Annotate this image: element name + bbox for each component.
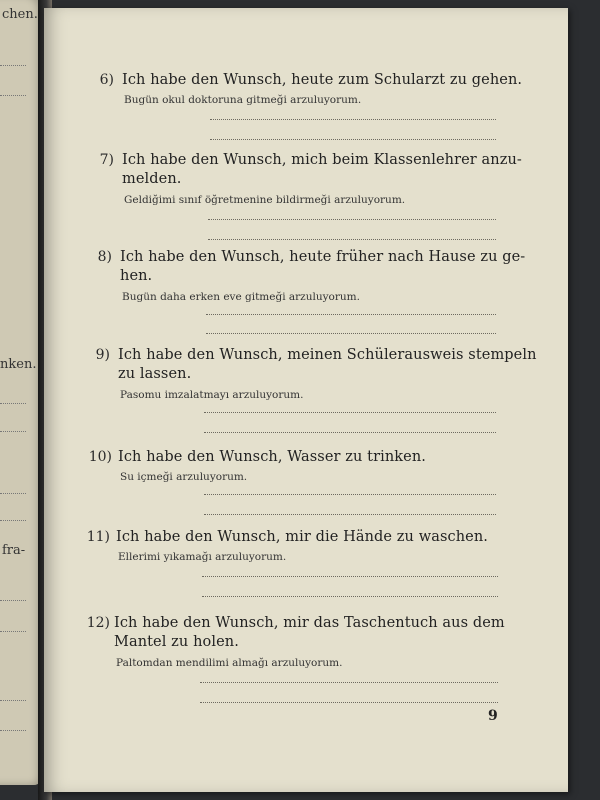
answer-line xyxy=(0,600,26,601)
exercise-number: 7) xyxy=(99,152,114,168)
facing-page-fragment: nken. xyxy=(0,357,37,372)
german-sentence: Ich habe den Wunsch, mir das Taschentuch aus dem xyxy=(114,615,505,631)
answer-line[interactable] xyxy=(204,412,496,413)
german-sentence-continuation: Mantel zu holen. xyxy=(114,634,239,650)
answer-line[interactable] xyxy=(204,514,496,515)
answer-line xyxy=(0,431,26,432)
german-sentence: Ich habe den Wunsch, heute früher nach Hause zu ge- xyxy=(120,249,526,265)
answer-line xyxy=(0,65,26,66)
workbook-page xyxy=(44,8,568,792)
answer-line[interactable] xyxy=(210,119,496,120)
facing-page-fragment: chen. xyxy=(2,7,38,22)
exercise-number: 12) xyxy=(86,615,110,631)
exercise-number: 8) xyxy=(97,249,112,265)
exercise-number: 9) xyxy=(95,347,110,363)
answer-line[interactable] xyxy=(208,219,496,220)
answer-line xyxy=(0,95,26,96)
german-sentence-continuation: hen. xyxy=(120,268,153,284)
answer-line xyxy=(0,403,26,404)
answer-line[interactable] xyxy=(206,314,496,315)
turkish-translation: Paltomdan mendilimi almağı arzuluyorum. xyxy=(116,657,343,669)
exercise-number: 6) xyxy=(99,72,114,88)
answer-line xyxy=(0,730,26,731)
turkish-translation: Bugün okul doktoruna gitmeği arzuluyorum. xyxy=(124,94,362,106)
answer-line[interactable] xyxy=(210,139,496,140)
german-sentence-continuation: zu lassen. xyxy=(118,366,192,382)
turkish-translation: Geldiğimi sınıf öğretmenine bildirmeği arzuluyorum. xyxy=(124,194,406,206)
turkish-translation: Bugün daha erken eve gitmeği arzuluyorum. xyxy=(122,291,360,303)
answer-line xyxy=(0,520,26,521)
answer-line[interactable] xyxy=(204,494,496,495)
facing-page-fragment: fra- xyxy=(2,543,26,558)
exercise-number: 10) xyxy=(88,449,112,465)
german-sentence-continuation: melden. xyxy=(122,171,182,187)
answer-line xyxy=(0,631,26,632)
answer-line[interactable] xyxy=(204,432,496,433)
answer-line[interactable] xyxy=(200,682,498,683)
german-sentence: Ich habe den Wunsch, meinen Schülerausweis stempeln xyxy=(118,347,537,363)
answer-line[interactable] xyxy=(208,239,496,240)
facing-page xyxy=(0,0,42,785)
turkish-translation: Ellerimi yıkamağı arzuluyorum. xyxy=(118,551,287,563)
page-number: 9 xyxy=(488,708,498,724)
exercise-number: 11) xyxy=(86,529,110,545)
answer-line[interactable] xyxy=(200,702,498,703)
turkish-translation: Su içmeği arzuluyorum. xyxy=(120,471,248,483)
answer-line[interactable] xyxy=(202,576,498,577)
turkish-translation: Pasomu imzalatmayı arzuluyorum. xyxy=(120,389,304,401)
german-sentence: Ich habe den Wunsch, mir die Hände zu waschen. xyxy=(116,529,488,545)
german-sentence: Ich habe den Wunsch, heute zum Schularzt zu gehen. xyxy=(122,72,523,88)
answer-line[interactable] xyxy=(202,596,498,597)
german-sentence: Ich habe den Wunsch, Wasser zu trinken. xyxy=(118,449,427,465)
answer-line xyxy=(0,493,26,494)
answer-line[interactable] xyxy=(206,333,496,334)
answer-line xyxy=(0,700,26,701)
german-sentence: Ich habe den Wunsch, mich beim Klassenlehrer anzu- xyxy=(122,152,522,168)
